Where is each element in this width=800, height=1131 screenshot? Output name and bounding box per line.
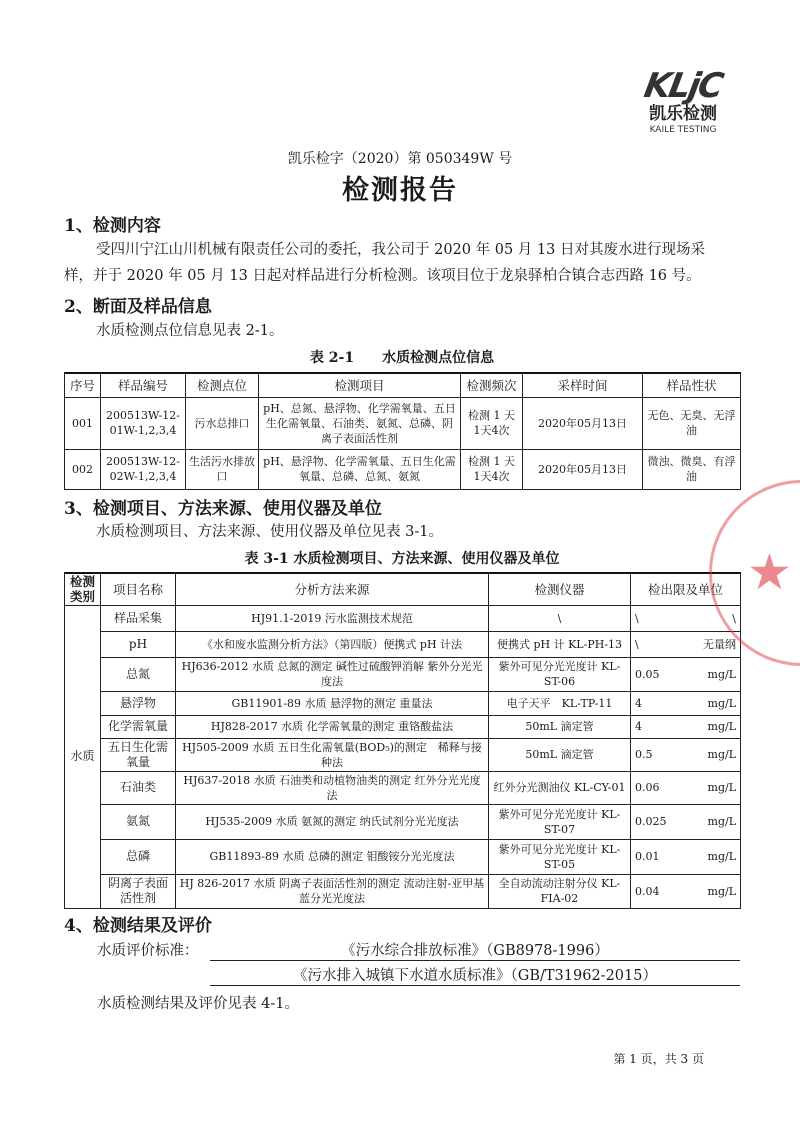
limit-unit: 无量纲 xyxy=(703,637,736,651)
text-line: 样，并于 2020 年 05 月 13 日起对样品进行分析检测。该项目位于龙泉驿柏合镇合志西路 16 号。 xyxy=(64,268,701,284)
table-header: 检测类别 xyxy=(65,573,101,605)
report-number: 凯乐检字（2020）第 050349W 号 xyxy=(287,151,513,167)
table-header: 检测仪器 xyxy=(489,573,631,605)
section-2-heading: 2、断面及样品信息 xyxy=(64,297,212,317)
limit-unit: mg/L xyxy=(707,815,736,828)
method-cell: HJ505-2009 水质 五日生化需氧量(BOD₅)的测定 稀释与接种法 xyxy=(176,738,489,771)
limit-unit: mg/L xyxy=(707,667,736,681)
page-title: 检测报告 xyxy=(342,175,458,206)
table-row xyxy=(65,874,741,908)
section-4-heading: 4、检测结果及评价 xyxy=(64,916,212,936)
table-row xyxy=(65,631,741,657)
limit-cell xyxy=(631,839,741,874)
section-3-heading: 3、检测项目、方法来源、使用仪器及单位 xyxy=(64,499,382,519)
table-row xyxy=(65,771,741,804)
method-cell: HJ828-2017 水质 化学需氧量的测定 重铬酸盐法 xyxy=(176,715,489,738)
table-2-1 xyxy=(64,372,741,490)
logo-mark: KLjC xyxy=(641,66,725,106)
cell: 检测 1 天 1天4次 xyxy=(461,397,523,449)
instrument-cell: 紫外可见分光光度计 KL-ST-07 xyxy=(489,804,631,839)
table-header: 样品编号 xyxy=(101,373,186,397)
table-row xyxy=(65,691,741,715)
table-row xyxy=(65,657,741,691)
table-header: 样品性状 xyxy=(643,373,741,397)
limit-unit: \ xyxy=(732,611,736,625)
limit-unit: mg/L xyxy=(707,748,736,761)
limit-unit: mg/L xyxy=(707,850,736,863)
standards-label: 水质评价标准： xyxy=(97,943,199,959)
table-2-1-caption: 表 2-1 水质检测点位信息 xyxy=(309,350,495,366)
limit-value: \ xyxy=(635,611,639,625)
item-cell: 化学需氧量 xyxy=(101,715,176,738)
section-1-text xyxy=(64,237,744,289)
cell: 200513W-12-01W-1,2,3,4 xyxy=(101,397,186,449)
table-3-1-caption: 表 3-1 水质检测项目、方法来源、使用仪器及单位 xyxy=(244,551,560,567)
limit-cell xyxy=(631,657,741,691)
company-logo xyxy=(628,68,738,136)
limit-value: 0.01 xyxy=(635,850,660,863)
method-cell: 《水和废水监测分析方法》（第四版）便携式 pH 计法 xyxy=(176,631,489,657)
text-line: 受四川宁江山川机械有限责任公司的委托，我公司于 2020 年 05 月 13 日对其废水进行现场采 xyxy=(96,242,705,258)
cell: pH、总氮、悬浮物、化学需氧量、五日生化需氧量、石油类、氨氮、总磷、阴离子表面活性剂 xyxy=(259,397,461,449)
logo-name-cn: 凯乐检测 xyxy=(649,104,717,124)
table-row xyxy=(65,715,741,738)
cell: 200513W-12-02W-1,2,3,4 xyxy=(101,449,186,489)
limit-unit: mg/L xyxy=(707,696,736,710)
item-cell: 总氮 xyxy=(101,657,176,691)
section-3-text: 水质检测项目、方法来源、使用仪器及单位见表 3-1。 xyxy=(96,524,443,540)
table-header: 检测频次 xyxy=(461,373,523,397)
instrument-cell: 红外分光测油仪 KL-CY-01 xyxy=(489,771,631,804)
method-cell: HJ91.1-2019 污水监测技术规范 xyxy=(176,605,489,631)
item-cell: 悬浮物 xyxy=(101,691,176,715)
limit-cell xyxy=(631,631,741,657)
instrument-cell: 50mL 滴定管 xyxy=(489,738,631,771)
instrument-cell: 紫外可见分光光度计 KL-ST-06 xyxy=(489,657,631,691)
limit-cell xyxy=(631,771,741,804)
table-header: 检测点位 xyxy=(186,373,259,397)
cell: 无色、无臭、无浮油 xyxy=(643,397,741,449)
table-header: 分析方法来源 xyxy=(176,573,489,605)
instrument-cell: 电子天平 KL-TP-11 xyxy=(489,691,631,715)
method-cell: HJ636-2012 水质 总氮的测定 碱性过硫酸钾消解 紫外分光光度法 xyxy=(176,657,489,691)
section-1-heading: 1、检测内容 xyxy=(64,216,161,236)
limit-unit: mg/L xyxy=(707,720,736,733)
item-cell: 五日生化需氧量 xyxy=(101,738,176,771)
standard-item: 《污水排入城镇下水道水质标准》（GB/T31962-2015） xyxy=(210,964,740,986)
instrument-cell: 便携式 pH 计 KL-PH-13 xyxy=(489,631,631,657)
instrument-cell: 全自动流动注射分仪 KL-FIA-02 xyxy=(489,874,631,908)
method-cell: HJ 826-2017 水质 阴离子表面活性剂的测定 流动注射-亚甲基蓝分光光度法 xyxy=(176,874,489,908)
table-header: 采样时间 xyxy=(523,373,643,397)
method-cell: GB11901-89 水质 悬浮物的测定 重量法 xyxy=(176,691,489,715)
limit-value: 0.5 xyxy=(635,748,653,761)
table-row xyxy=(65,738,741,771)
limit-value: 0.05 xyxy=(635,667,660,681)
table-row xyxy=(65,449,741,489)
table-row xyxy=(65,397,741,449)
limit-value: 4 xyxy=(635,696,642,710)
category-cell: 水质 xyxy=(65,605,101,908)
instrument-cell: 紫外可见分光光度计 KL-ST-05 xyxy=(489,839,631,874)
limit-unit: mg/L xyxy=(707,781,736,794)
instrument-cell: \ xyxy=(489,605,631,631)
table-header: 序号 xyxy=(65,373,101,397)
star-icon: ★ xyxy=(747,543,792,601)
logo-name-en: KAILE TESTING xyxy=(649,125,717,135)
cell: 2020年05月13日 xyxy=(523,449,643,489)
item-cell: 石油类 xyxy=(101,771,176,804)
limit-value: 0.06 xyxy=(635,781,660,794)
item-cell: 样品采集 xyxy=(101,605,176,631)
limit-cell xyxy=(631,691,741,715)
cell: 001 xyxy=(65,397,101,449)
table-row xyxy=(65,839,741,874)
limit-unit: mg/L xyxy=(707,884,736,898)
table-3-1 xyxy=(64,572,741,909)
cell: 检测 1 天 1天4次 xyxy=(461,449,523,489)
limit-value: 0.04 xyxy=(635,884,660,898)
limit-cell xyxy=(631,715,741,738)
table-row xyxy=(65,804,741,839)
table-header: 检出限及单位 xyxy=(631,573,741,605)
cell: 污水总排口 xyxy=(186,397,259,449)
section-4-text: 水质检测结果及评价见表 4-1。 xyxy=(97,996,299,1012)
instrument-cell: 50mL 滴定管 xyxy=(489,715,631,738)
section-2-text: 水质检测点位信息见表 2-1。 xyxy=(96,323,284,339)
cell: 002 xyxy=(65,449,101,489)
item-cell: 氨氮 xyxy=(101,804,176,839)
table-row xyxy=(65,605,741,631)
item-cell: 总磷 xyxy=(101,839,176,874)
limit-cell xyxy=(631,874,741,908)
cell: pH、悬浮物、化学需氧量、五日生化需氧量、总磷、总氮、氨氮 xyxy=(259,449,461,489)
limit-value: 4 xyxy=(635,720,642,733)
limit-cell xyxy=(631,804,741,839)
page-number: 第 1 页，共 3 页 xyxy=(613,1052,704,1066)
table-header: 项目名称 xyxy=(101,573,176,605)
standard-item: 《污水综合排放标准》（GB8978-1996） xyxy=(210,939,740,961)
cell: 2020年05月13日 xyxy=(523,397,643,449)
item-cell: 阴离子表面活性剂 xyxy=(101,874,176,908)
item-cell: pH xyxy=(101,631,176,657)
method-cell: HJ637-2018 水质 石油类和动植物油类的测定 红外分光光度法 xyxy=(176,771,489,804)
method-cell: GB11893-89 水质 总磷的测定 钼酸铵分光光度法 xyxy=(176,839,489,874)
cell: 微浊、微臭、有浮油 xyxy=(643,449,741,489)
limit-cell xyxy=(631,738,741,771)
limit-value: \ xyxy=(635,637,639,651)
table-header: 检测项目 xyxy=(259,373,461,397)
method-cell: HJ535-2009 水质 氨氮的测定 纳氏试剂分光光度法 xyxy=(176,804,489,839)
limit-value: 0.025 xyxy=(635,815,667,828)
cell: 生活污水排放口 xyxy=(186,449,259,489)
